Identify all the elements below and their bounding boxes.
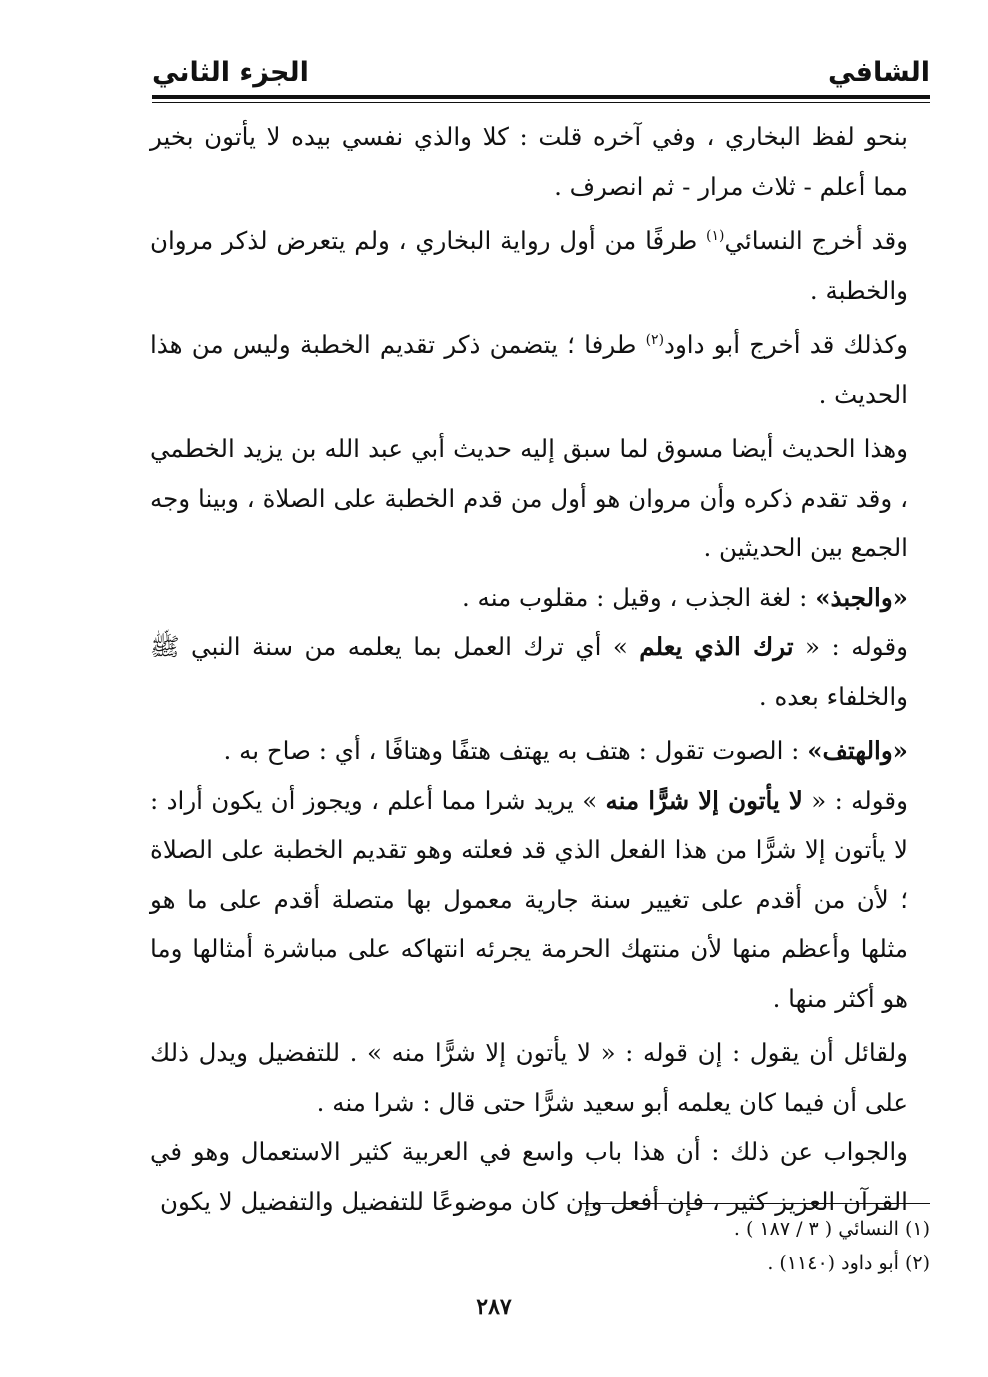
quoted-phrase: لا يأتون إلا شرًّا منه bbox=[605, 785, 803, 815]
header-rule-thin bbox=[152, 102, 930, 103]
paragraph bbox=[150, 112, 932, 211]
header-book-title: الشافي bbox=[827, 57, 930, 88]
paragraph-text: : لغة الجذب ، وقيل : مقلوب منه . bbox=[461, 582, 816, 612]
footnote-separator bbox=[580, 1203, 930, 1204]
paragraph bbox=[150, 216, 932, 315]
paragraph-text: : الصوت تقول : هتف به يهتف هتفًا وهتافًا ، أي : صاح به . bbox=[223, 736, 808, 765]
paragraph bbox=[150, 573, 932, 623]
page-number: ٢٨٧ bbox=[476, 1294, 512, 1320]
paragraph-text: بنحو لفظ البخاري ، وفي آخره قلت : كلا والذي نفسي بيده لا يأتون بخير مما أعلم - ثلاث مرار - ثم انصرف . bbox=[150, 122, 908, 201]
quoted-phrase: ترك الذي يعلم bbox=[639, 632, 794, 661]
running-header bbox=[152, 48, 930, 92]
paragraph-text: وقد أخرج النسائي bbox=[724, 226, 908, 255]
glossary-term: «والجبذ» bbox=[815, 582, 908, 612]
paragraph-text: وهذا الحديث أيضا مسوق لما سبق إليه حديث أبي عبد الله بن يزيد الخطمي ، وقد تقدم ذكره وأن مروان هو أول من قدم الخطبة على الصلاة ، وبينا وجه الجمع بين الحديثين . bbox=[150, 434, 908, 562]
paragraph-text: والجواب عن ذلك : أن هذا باب واسع في العربية كثير الاستعمال وهو في القرآن العزيز كثير ، فإن أفعل وإن كان موضوعًا للتفضيل والتفضيل لا يكون bbox=[150, 1137, 908, 1216]
paragraph-text: ولقائل أن يقول : إن قوله : « لا يأتون إلا شرًّا منه » . للتفضيل ويدل ذلك على أن فيما كان يعلمه أبو سعيد شرًّا حتى قال : شرا منه . bbox=[150, 1038, 908, 1117]
footnote: (٢) أبو داود (١١٤٠) . bbox=[767, 1252, 930, 1274]
paragraph bbox=[150, 1028, 932, 1127]
paragraph-text: طرفا ؛ يتضمن ذكر تقديم الخطبة وليس من هذا الحديث . bbox=[150, 330, 908, 409]
body-text bbox=[150, 112, 932, 1226]
footnote: (١) النسائي ( ٣ / ١٨٧ ) . bbox=[733, 1218, 930, 1240]
footnotes bbox=[150, 1212, 930, 1280]
paragraph-text: » أي ترك العمل بما يعلمه من سنة النبي ﷺ والخلفاء بعده . bbox=[150, 632, 908, 711]
paragraph bbox=[150, 320, 932, 419]
paragraph-text: وكذلك قد أخرج أبو داود bbox=[664, 330, 908, 359]
paragraph-text: » يريد شرا مما أعلم ، ويجوز أن يكون أراد : لا يأتون إلا شرًّا من هذا الفعل الذي قد فعلته وهو تقديم الخطبة على الصلاة ؛ لأن من أقدم على تغيير سنة جارية معمول بها متصلة أقدم على ما هو مثلها وأعظم منها لأن منتهك الحرمة يجرئه انتهاكه على مباشرة أمثالها وما هو أكثر منها . bbox=[150, 785, 908, 1013]
header-volume: الجزء الثاني bbox=[152, 57, 309, 88]
paragraph bbox=[150, 726, 932, 776]
paragraph-text: وقوله : « bbox=[802, 785, 908, 815]
paragraph-text: طرفًا من أول رواية البخاري ، ولم يتعرض لذكر مروان والخطبة . bbox=[150, 226, 908, 305]
glossary-term: «والهتف» bbox=[807, 736, 908, 765]
footnote-reference: (١) bbox=[706, 227, 725, 244]
footnote-reference: (٢) bbox=[645, 331, 665, 348]
paragraph bbox=[150, 622, 932, 721]
paragraph bbox=[150, 776, 932, 1024]
paragraph bbox=[150, 424, 932, 573]
paragraph-text: وقوله : « bbox=[793, 632, 908, 661]
header-rule-thick bbox=[152, 95, 930, 99]
